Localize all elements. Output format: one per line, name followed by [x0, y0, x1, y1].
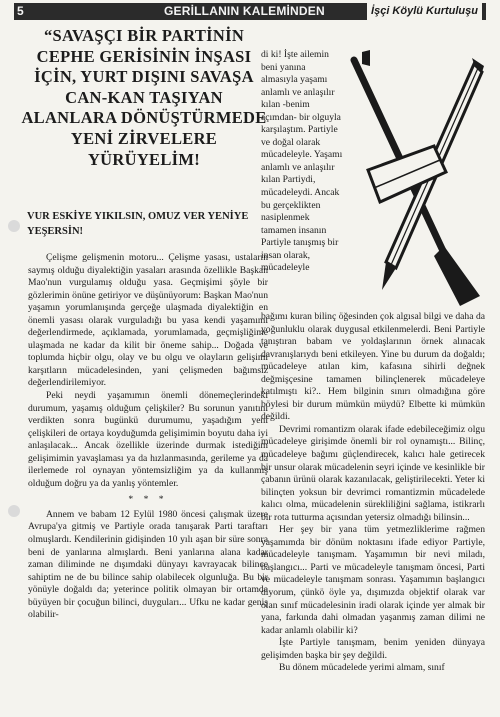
rifle-and-pencil-emblem: [348, 50, 486, 308]
section-title: GERİLLANIN KALEMİNDEN: [164, 4, 325, 18]
paragraph: bağımı kuran bilinç öğesinden çok algısal bilgi ve daha da yoğunluklu olarak duygusal etkilenmelerdi. Beni Partiyle tanıştıran babam ve yoldaşlarının örnek alınacak davranışlarıydı beni etkileyen. Yine bu durum da doğaldı; mücadeleye atılan kim, kafasına sihirli değnek değmişçesine tamamen bilinçlenerek mücadeleye katılmıştı ki?.. Hem bilginin sınırı olmadığına göre böylesi bir durum mümkün müydü? Elbette ki mümkün değildi.: [261, 311, 485, 423]
section-separator: * * *: [128, 494, 168, 506]
page-number: 5: [17, 4, 24, 18]
paragraph: İşte Partiyle tanışmam, benim yeniden dünyaya gelişimden başka bir şey değildi.: [261, 637, 485, 661]
paragraph: Bu dönem mücadelede yerimi almam, sınıf: [279, 662, 445, 674]
article-subhead: VUR ESKİYE YIKILSIN, OMUZ VER YENİYE YEŞERSİN!: [27, 211, 249, 237]
punch-hole: [8, 505, 20, 517]
paragraph: Her şey bir yana tüm yetmezliklerime rağmen yaşamımda bir dönüm noktasını ifade ediyor Partiyle, mücadeleyle tanışmam. Yaşamımın bir nevi miladı, başlangıcı... Parti ve mücadeleyle tanışmam öncesi, Parti ve mücadeleyle tanışmam sonrası. Yaşamımın başlangıcı diyorum, çünkö öyle ya, dışımızda objektif olarak var olan sınıf mücadelesinin iradi olarak içinde yer almak bir yana, farkında dahi olmadan yaşanmış zaman dilimi ne kadar anlamlı olabilir ki?: [261, 524, 485, 636]
paragraph: Peki neydi yaşamımın önemli dönemeçlerindeki durumum, yaşamış olduğum çelişkiler? Bu sorunun yanıtını verdikten sonra bugünkü durumumu, yaşadığım yeni çelişkileri de ortaya koyduğumda gelişimimin boyutu daha iyi anlaşılacak... Ancak özellikle üzerinde durmak istediğim gelişimimin yavaşlaması ya da hızlanmasında, gerileme ya da ilerlemede rol oynayan yöntemsizliğim ya da kullanmış olduğum doğru ya da yanlış yöntemler.: [28, 390, 268, 489]
page-header: [14, 3, 486, 20]
right-column-bottom: [261, 311, 485, 675]
left-column: [28, 252, 268, 622]
paragraph: Annem ve babam 12 Eylül 1980 öncesi çalışmak üzere Avrupa'ya gitmiş ve Partiyle orada tanışarak Parti taraftarı olmuşlardı. Kendilerinin gidişinden 10 yılı aşan bir süre sonra beni de yanlarına almışlardı. Beni yanlarına alana kadar zaman diliminde ne dışımdaki dünyayı kavrayacak bilince sahiptim ne de bu bilince sahip olabilecek olgunluğa. Bu bir yönüyle doğaldı da; yeterince politik olmayan bir ortamda büyüyen bir çocuğun bilinci, duyguları... Ufku ne kadar geniş olabilir-: [28, 508, 268, 621]
right-column-top: [261, 49, 343, 275]
paragraph: Devrimi romantizm olarak ifade edebileceğimiz olgu mücadeleye girişimde önemli bir rol oynamıştı... Bilinç, mücadeleye bağımı güçlendirecek, kalıcı hale getirecek bir unsur olarak mücadelenin seyri içinde ve kesinlikle bir çabanın ürünü olarak kazanılacak, geliştirilecekti. Yeter ki bilinçten yoksun bir devrimci romantizmin mücadelede kalıcı olma, mücadelenin sürekliliğini sağlama, istikrarlı bir rota tutturma açısından yetersiz olmadığı bilinsin...: [261, 423, 485, 523]
article-headline: “SAVAŞÇI BİR PARTİNİN CEPHE GERİSİNİN İNŞASI İÇİN, YURT DIŞINI SAVAŞA CAN-KAN TAŞIYAN ALANLARA DÖNÜŞTÜRMEDE YENİ ZİRVELERE YÜRÜYELİM!: [21, 26, 267, 169]
publication-name: İşçi Köylü Kurtuluşu: [367, 3, 482, 20]
paragraph: Çelişme gelişmenin motoru... Çelişme yasası, ustaların saymış olduğu diyalektiğin yasaları arasında özellikle Başkan Mao'nun vurgulamış olduğu yasa. Geçmişimi şöyle bir gözlerimin önüne getiriyor ve düşünüyorum: Başkan Mao'nun yaşamın yorumlanışında gerçeğe ulaşmada diyalektiğin en önemli yasası olarak vurguladığı bu yasa kendi yaşamımı değerlendirmede, açıklamada, yorumlamada, geçmişliğime ulaşmada ne kadar da kilit bir öneme sahip... Doğada ve toplumda hiçbir olgu, olay ve bu olgu ve olayların gelişimi karşıtların mücadelesinden, yani çelişmeden bağımsız değerlendirilemiyor.: [28, 252, 268, 389]
punch-hole: [8, 220, 20, 232]
paragraph: di ki! İşte ailemin beni yanına almasıyla yaşamı anlamlı ve anlaşılır kılan -benim açımdan- bir olguyla karşılaştım. Partiyle ve doğal olarak mücadeleyle. Yaşamı anlamlı ve anlaşılır kılan Partiydi, mücadeleydi. Ancak bu gerçeklikten nasiplenmek tamamen insanın Partiyle tanışmış bir insan olarak, mücadeleyle: [261, 49, 343, 274]
